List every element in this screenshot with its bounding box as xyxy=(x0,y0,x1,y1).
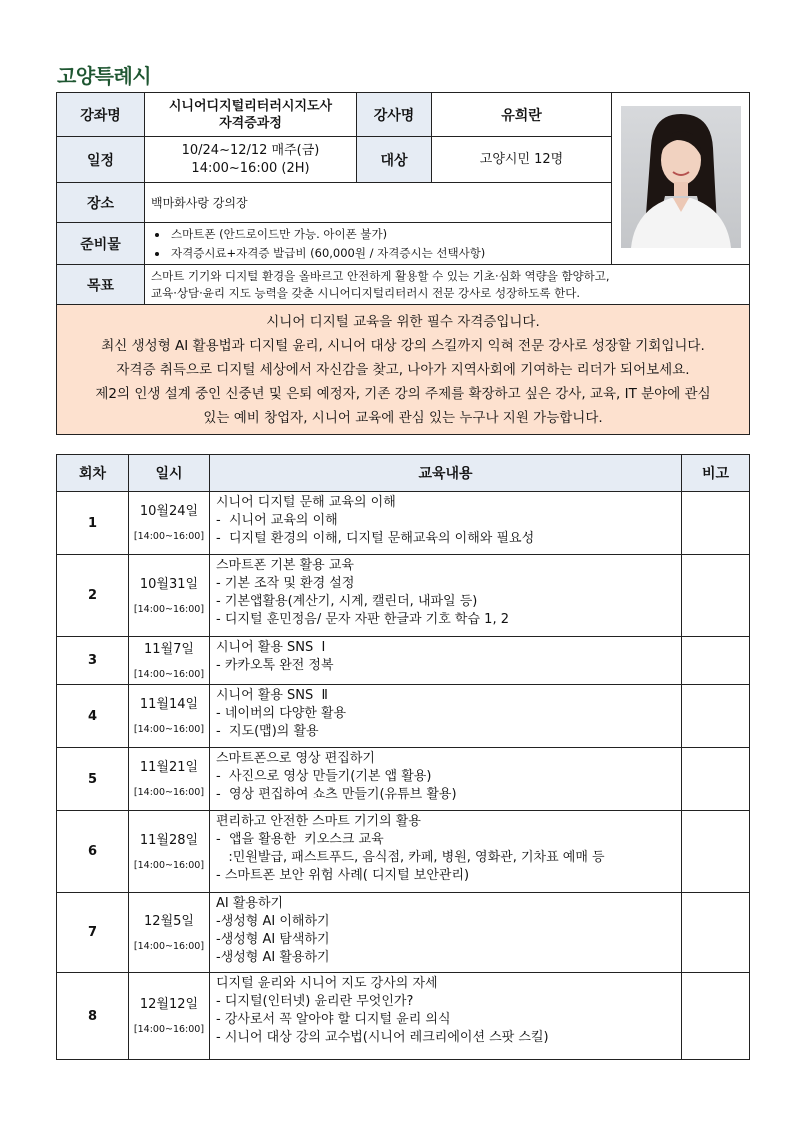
session-note xyxy=(682,685,750,748)
session-date: 10월24일 xyxy=(139,504,199,519)
session-number: 5 xyxy=(57,748,129,811)
session-note xyxy=(682,893,750,973)
target-value: 고양시민 12명 xyxy=(432,137,612,183)
schedule-row xyxy=(57,748,750,811)
session-date: 12월12일 xyxy=(139,997,199,1012)
content-line: - 앱을 활용한 키오스크 교육 xyxy=(216,832,384,847)
instructor-photo-cell xyxy=(612,93,750,265)
session-content xyxy=(210,893,682,973)
session-date-cell xyxy=(129,637,210,685)
header-content: 교육내용 xyxy=(210,455,682,492)
notice-line: 최신 생성형 AI 활용법과 디지털 윤리, 시니어 대상 강의 스킬까지 익혀 전문 강사로 성장할 기회입니다. xyxy=(101,337,705,354)
session-content xyxy=(210,555,682,637)
content-line: -생성형 AI 이해하기 xyxy=(216,914,330,929)
schedule-row xyxy=(57,492,750,555)
header-note: 비고 xyxy=(682,455,750,492)
session-date: 12월5일 xyxy=(144,913,194,929)
session-date: 11월28일 xyxy=(139,832,199,848)
content-line: - 카카오톡 완전 정복 xyxy=(216,658,334,673)
goal-label: 목표 xyxy=(57,265,145,305)
session-date-cell xyxy=(129,685,210,748)
session-date-cell xyxy=(129,893,210,973)
content-line: 시니어 활용 SNS Ⅱ xyxy=(216,688,328,703)
schedule-row xyxy=(57,973,750,1060)
schedule-row xyxy=(57,685,750,748)
session-time: [14:00~16:00] xyxy=(133,531,205,542)
session-number: 2 xyxy=(57,555,129,637)
session-number: 3 xyxy=(57,637,129,685)
target-label: 대상 xyxy=(357,137,432,183)
content-line: - 디지털 훈민정음/ 문자 자판 한글과 기호 학습 1, 2 xyxy=(216,612,509,627)
instructor-name: 유희란 xyxy=(432,93,612,137)
session-date-cell xyxy=(129,748,210,811)
course-name xyxy=(145,93,357,137)
content-line: -생성형 AI 탐색하기 xyxy=(216,932,330,947)
content-line: - 기본 조작 및 환경 설정 xyxy=(216,576,355,591)
session-number: 4 xyxy=(57,685,129,748)
schedule-row xyxy=(57,637,750,685)
prep-item: • 자격증시료+자격증 발급비 (60,000원 / 자격증시는 선택사항) xyxy=(169,244,611,263)
content-line: - 지도(맵)의 활용 xyxy=(216,724,319,739)
session-content xyxy=(210,637,682,685)
schedule-line2: 14:00~16:00 (2H) xyxy=(191,160,310,176)
goal-line1: 스마트 기기와 디지털 환경을 올바르고 안전하게 활용할 수 있는 기초·심화 역량을 함양하고, xyxy=(151,268,610,283)
content-line: :민원발급, 패스트푸드, 음식점, 카페, 병원, 영화관, 기차표 예매 등 xyxy=(216,850,605,865)
session-date-cell xyxy=(129,973,210,1060)
prep-value xyxy=(145,223,612,265)
session-content xyxy=(210,748,682,811)
content-line: 편리하고 안전한 스마트 기기의 활용 xyxy=(216,814,421,829)
content-line: - 디지털 환경의 이해, 디지털 문해교육의 이해와 필요성 xyxy=(216,531,535,546)
session-date-cell xyxy=(129,492,210,555)
schedule-row xyxy=(57,893,750,973)
place-label: 장소 xyxy=(57,183,145,223)
content-line: - 기본앱활용(계산기, 시계, 캘린더, 내파일 등) xyxy=(216,594,478,609)
session-number: 7 xyxy=(57,893,129,973)
session-note xyxy=(682,555,750,637)
content-line: - 영상 편집하여 쇼츠 만들기(유튜브 활용) xyxy=(216,787,457,802)
session-content xyxy=(210,492,682,555)
instructor-label: 강사명 xyxy=(357,93,432,137)
session-note xyxy=(682,811,750,893)
session-date: 10월31일 xyxy=(139,576,199,592)
prep-list xyxy=(145,225,611,263)
session-date-cell xyxy=(129,811,210,893)
session-time: [14:00~16:00] xyxy=(133,724,205,735)
content-line: 스마트폰 기본 활용 교육 xyxy=(216,558,354,573)
session-content xyxy=(210,685,682,748)
session-date: 11월7일 xyxy=(144,641,194,657)
session-time: [14:00~16:00] xyxy=(133,787,205,798)
content-line: -생성형 AI 활용하기 xyxy=(216,950,330,965)
session-note xyxy=(682,748,750,811)
content-line: 시니어 디지털 문해 교육의 이해 xyxy=(216,495,396,510)
schedule-table xyxy=(56,454,750,1060)
session-time: [14:00~16:00] xyxy=(133,603,205,615)
notice-box xyxy=(57,305,750,435)
schedule-body xyxy=(57,492,750,1060)
header-no: 회차 xyxy=(57,455,129,492)
session-time: [14:00~16:00] xyxy=(133,940,205,952)
notice-line: 시니어 디지털 교육을 위한 필수 자격증입니다. xyxy=(266,313,540,330)
content-line: - 사진으로 영상 만들기(기본 앱 활용) xyxy=(216,769,432,784)
goal-value xyxy=(145,265,750,305)
schedule-label: 일정 xyxy=(57,137,145,183)
notice-line: 자격증 취득으로 디지털 세상에서 자신감을 찾고, 나아가 지역사회에 기여하는 리더가 되어보세요. xyxy=(116,361,690,378)
content-line: AI 활용하기 xyxy=(216,896,284,911)
course-label: 강좌명 xyxy=(57,93,145,137)
content-line: 시니어 활용 SNS Ⅰ xyxy=(216,640,326,655)
session-time: [14:00~16:00] xyxy=(133,1024,205,1035)
session-number: 8 xyxy=(57,973,129,1060)
session-date: 11월14일 xyxy=(139,697,199,712)
session-content xyxy=(210,973,682,1060)
session-note xyxy=(682,637,750,685)
instructor-photo xyxy=(621,106,741,248)
content-line: - 스마트폰 보안 위험 사례( 디지털 보안관리) xyxy=(216,868,470,883)
course-name-line2: 자격증과정 xyxy=(219,115,282,131)
prep-item: • 스마트폰 (안드로이드만 가능. 아이폰 불가) xyxy=(169,225,611,244)
schedule-row xyxy=(57,811,750,893)
session-date: 11월21일 xyxy=(139,760,199,775)
notice-line: 있는 예비 창업자, 시니어 교육에 관심 있는 누구나 지원 가능합니다. xyxy=(203,409,603,426)
session-date-cell xyxy=(129,555,210,637)
content-line: - 디지털(인터넷) 윤리란 무엇인가? xyxy=(216,994,414,1009)
session-number: 6 xyxy=(57,811,129,893)
session-number: 1 xyxy=(57,492,129,555)
content-line: 스마트폰으로 영상 편집하기 xyxy=(216,751,375,766)
goal-line2: 교육·상담·윤리 지도 능력을 갖춘 시니어디지털리터러시 전문 강사로 성장하도록 한다. xyxy=(151,285,581,300)
content-line: - 시니어 교육의 이해 xyxy=(216,513,338,528)
content-line: 디지털 윤리와 시니어 지도 강사의 자세 xyxy=(216,976,438,991)
notice-line: 제2의 인생 설계 중인 신중년 및 은퇴 예정자, 기존 강의 주제를 확장하고 싶은 강사, 교육, IT 분야에 관심 xyxy=(95,385,711,402)
prep-label: 준비물 xyxy=(57,223,145,265)
session-note xyxy=(682,973,750,1060)
session-time: [14:00~16:00] xyxy=(133,859,205,871)
content-line: - 시니어 대상 강의 교수법(시니어 레크리에이션 스팟 스킬) xyxy=(216,1030,549,1045)
content-line: - 강사로서 꼭 알아야 할 디지털 윤리 의식 xyxy=(216,1012,451,1027)
session-note xyxy=(682,492,750,555)
session-time: [14:00~16:00] xyxy=(133,668,205,680)
content-line: - 네이버의 다양한 활용 xyxy=(216,706,347,721)
org-title: 고양특례시 xyxy=(57,64,152,88)
course-name-line1: 시니어디지털리터러시지도사 xyxy=(168,98,333,114)
schedule-value xyxy=(145,137,357,183)
session-content xyxy=(210,811,682,893)
header-date: 일시 xyxy=(129,455,210,492)
course-info-table xyxy=(56,92,750,435)
schedule-line1: 10/24~12/12 매주(금) xyxy=(181,142,320,158)
schedule-row xyxy=(57,555,750,637)
place-value: 백마화사랑 강의장 xyxy=(145,183,612,223)
